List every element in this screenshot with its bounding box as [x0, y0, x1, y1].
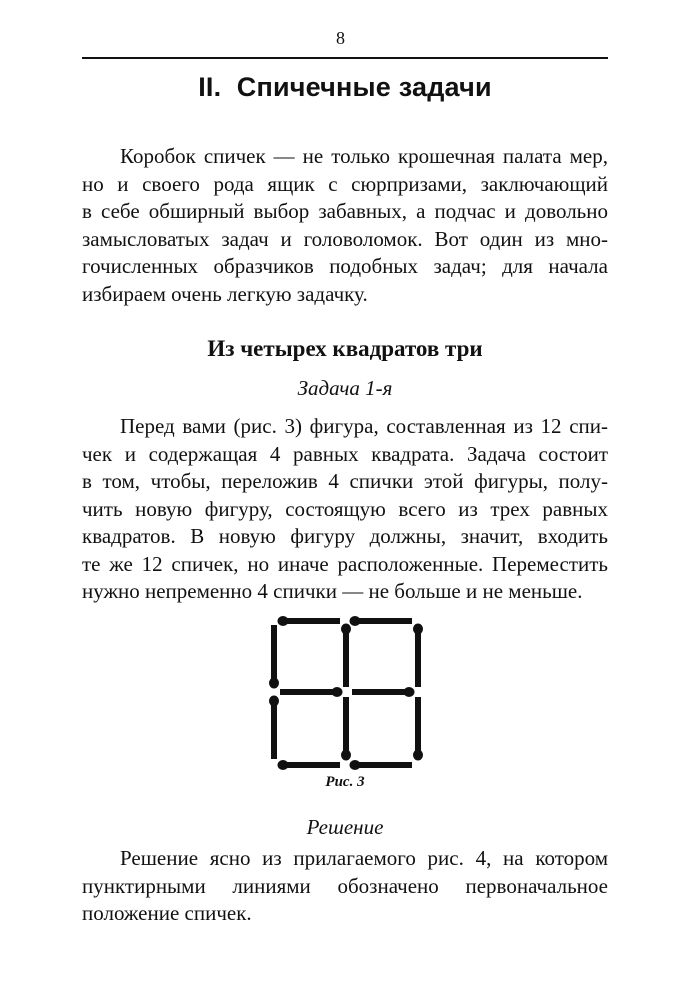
intro-line: но и своего рода ящик с сюрпризами, заключающий	[82, 171, 608, 196]
task-line: чек и содержащая 4 равных квадрата. Задача состоит	[82, 441, 608, 466]
chapter-title: II. Спичечные задачи	[198, 72, 492, 102]
solution-line: положение спичек.	[82, 901, 252, 925]
page-number: 8	[336, 28, 345, 48]
matchstick-figure	[262, 613, 432, 777]
match-upper-left-vertical	[269, 625, 279, 689]
task-line: квадратов. В новую фигуру должны, значит, входить	[82, 524, 608, 548]
solution-paragraph	[82, 845, 608, 928]
intro-line: в себе обширный выбор забавных, а подчас и довольно	[82, 199, 608, 223]
task-paragraph	[82, 413, 608, 606]
match-upper-center-vertical	[341, 624, 351, 688]
section-title: Из четырех квадратов три	[207, 336, 483, 361]
intro-line: замысловатых задач и головоломок. Вот один из мно-	[82, 226, 608, 251]
header-rule	[82, 57, 608, 59]
match-middle-right	[352, 687, 415, 697]
task-label: Задача 1-я	[297, 376, 393, 400]
match-top-left	[278, 616, 341, 626]
match-bottom-right	[350, 760, 413, 770]
match-top-right	[350, 616, 413, 626]
match-bottom-left	[278, 760, 341, 770]
task-line: в том, чтобы, переложив 4 спички этой фигуры, полу-	[82, 469, 608, 493]
figure-caption: Рис. 3	[325, 774, 365, 790]
intro-paragraph	[82, 143, 608, 308]
solution-line: пунктирными линиями обозначено первоначальное	[82, 873, 608, 898]
match-lower-right-vertical	[413, 697, 423, 761]
solution-line: Решение ясно из прилагаемого рис. 4, на котором	[120, 846, 608, 870]
intro-line: гочисленных образчиков подобных задач; для начала	[82, 254, 608, 278]
intro-line: Коробок спичек — не только крошечная палата мер,	[120, 144, 608, 168]
match-lower-center-vertical	[341, 697, 351, 761]
task-line: Перед вами (рис. 3) фигура, составленная из 12 спи-	[120, 414, 608, 438]
intro-line: избираем очень легкую задачку.	[82, 281, 368, 306]
task-line: те же 12 спичек, но иначе расположенные. Переместить	[82, 551, 608, 576]
match-upper-right-vertical	[413, 624, 423, 688]
match-middle-left	[280, 687, 343, 697]
task-line: чить новую фигуру, состоящую всего из трех равных	[82, 496, 608, 521]
solution-label: Решение	[306, 815, 384, 839]
match-lower-left-vertical	[269, 696, 279, 760]
task-line: нужно непременно 4 спички — не больше и не меньше.	[82, 579, 583, 603]
